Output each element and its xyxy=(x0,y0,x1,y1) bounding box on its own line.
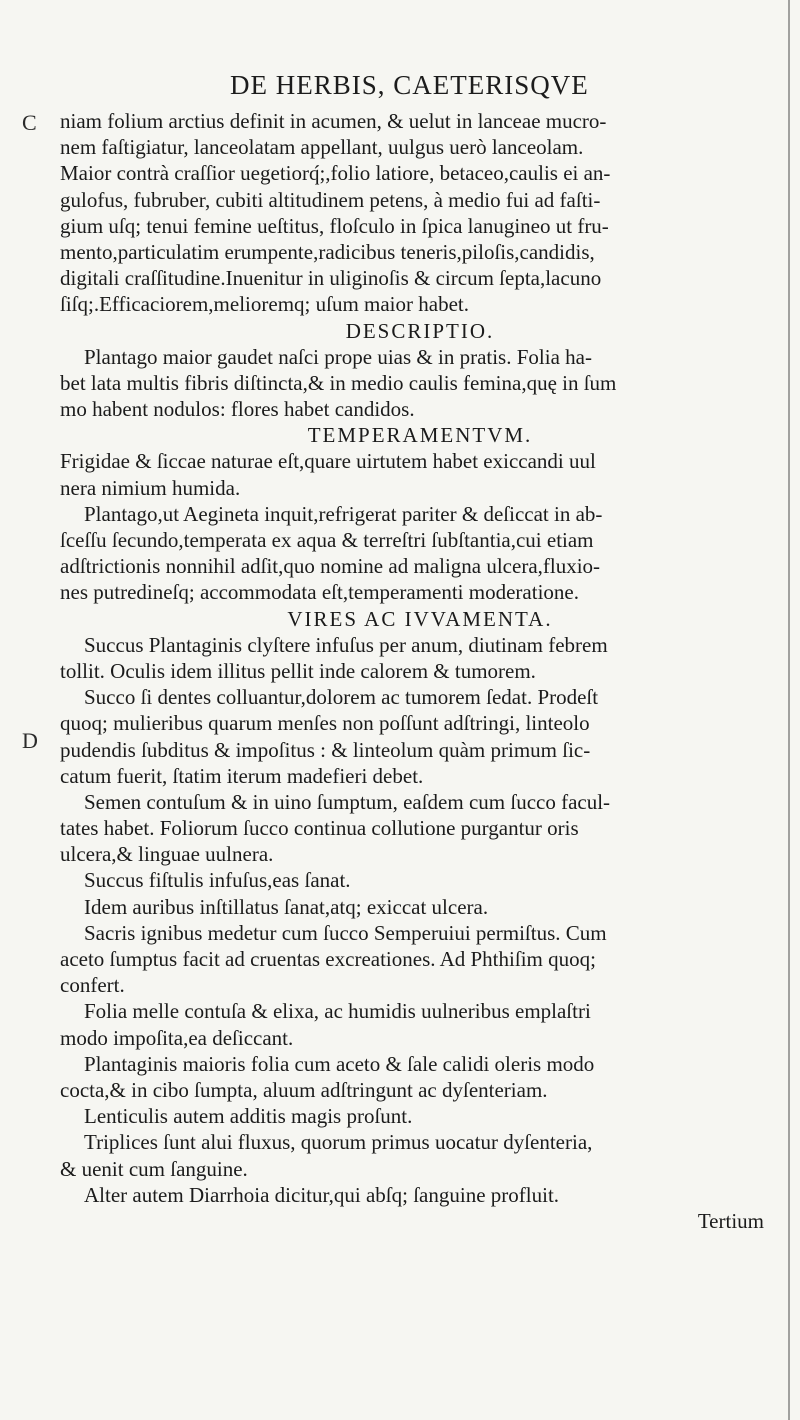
catchword: Tertium xyxy=(697,1208,764,1233)
text-line: aceto ſumptus facit ad cruentas excreationes. Ad Phthiſim quoq; xyxy=(60,947,596,971)
text-line: mo habent nodulos: flores habet candidos. xyxy=(60,397,415,422)
text-line: Maior contrà craſſior uegetiorq́;,folio latiore, betaceo,caulis ei an- xyxy=(60,161,611,186)
text-line: Sacris ignibus medetur cum ſucco Semperuiui permiſtus. Cum xyxy=(84,920,607,945)
text-line: Frigidae & ſiccae naturae eſt,quare uirtutem habet exiccandi uul xyxy=(60,449,596,474)
margin-letter-d: D xyxy=(22,728,38,753)
text-line: modo impoſita,ea deſiccant. xyxy=(60,1025,294,1050)
text-line: mento,particulatim erumpente,radicibus teneris,piloſis,candidis, xyxy=(60,239,595,264)
text-line: Plantago,ut Aegineta inquit,refrigerat pariter & deſiccat in ab- xyxy=(84,501,603,526)
page-edge-rule xyxy=(788,0,790,1420)
text-line: Folia melle contuſa & elixa, ac humidis uulneribus emplaſtri xyxy=(84,999,591,1024)
text-line: Alter autem Diarrhoia dicitur,qui abſq; ſanguine profluit. xyxy=(84,1182,560,1207)
text-line: Triplices ſunt alui fluxus, quorum primus uocatur dyſenteria, xyxy=(84,1130,593,1155)
text-line: tates habet. Foliorum ſucco continua collutione purgantur oris xyxy=(60,816,579,841)
text-line: quoq; mulieribus quarum menſes non poſſunt adſtringi, linteolo xyxy=(60,711,590,736)
text-line: confert. xyxy=(60,973,125,998)
text-line: digitali craſſitudine.Inuenitur in uliginoſis & circum ſepta,lacuno xyxy=(60,266,602,291)
text-line: nes putredineſq; accommodata eſt,temperamenti moderatione. xyxy=(60,580,579,605)
text-line: Idem auribus inſtillatus ſanat,atq; exiccat ulcera. xyxy=(84,894,489,919)
text-line: cocta,& in cibo ſumpta, aluum adſtringunt ac dyſenteriam. xyxy=(60,1077,548,1102)
section-heading-temperamentum: TEMPERAMENTVM. xyxy=(307,423,533,448)
text-line: adſtrictionis nonnihil adſit,quo nomine ad maligna ulcera,fluxio- xyxy=(60,554,601,579)
text-line: pudendis ſubditus & impoſitus : & linteolum quàm primum ſic- xyxy=(60,737,591,762)
text-line: Plantaginis maioris folia cum aceto & ſale calidi oleris modo xyxy=(84,1051,595,1076)
text-line: tollit. Oculis idem illitus pellit inde calorem & tumorem. xyxy=(60,658,536,683)
text-line: Succus Plantaginis clyſtere infuſus per anum, diutinam febrem xyxy=(84,632,608,657)
text-line: Succus fiſtulis infuſus,eas ſanat. xyxy=(84,868,351,893)
text-line: nera nimium humida. xyxy=(60,475,241,500)
text-line: ſiſq;.Efficaciorem,melioremq; uſum maior habet. xyxy=(60,292,469,317)
text-line: gium uſq; tenui femine ueſtitus, floſculo in ſpica lanugineo ut fru- xyxy=(60,213,609,238)
text-line: bet lata multis fibris diſtincta,& in medio caulis femina,quę in ſum xyxy=(60,370,617,395)
text-line: Succo ſi dentes colluantur,dolorem ac tumorem ſedat. Prodeſt xyxy=(84,685,599,710)
text-line: Plantago maior gaudet naſci prope uias & in pratis. Folia ha- xyxy=(84,344,592,369)
section-heading-descriptio: DESCRIPTIO. xyxy=(345,318,495,343)
body-text xyxy=(60,108,780,1234)
text-line: Semen contuſum & in uino ſumptum, eaſdem cum ſucco facul- xyxy=(84,789,611,814)
text-line: & uenit cum ſanguine. xyxy=(60,1156,248,1181)
text-line: ulcera,& linguae uulnera. xyxy=(60,842,274,867)
text-line: Lenticulis autem additis magis proſunt. xyxy=(84,1104,413,1129)
text-line: niam folium arctius definit in acumen, & uelut in lanceae mucro- xyxy=(60,109,607,133)
text-line: ſceſſu ſecundo,temperata ex aqua & terreſtri ſubſtantia,cui etiam xyxy=(60,528,594,552)
running-head: DE HERBIS, CAETERISQVE xyxy=(230,70,589,100)
text-line: nem faſtigiatur, lanceolatam appellant, uulgus uerò lanceolam. xyxy=(60,135,584,160)
text-line: catum fuerit, ſtatim iterum madefieri debet. xyxy=(60,763,424,788)
margin-letter-c: C xyxy=(22,110,37,135)
section-heading-vires: VIRES AC IVVAMENTA. xyxy=(287,606,553,631)
text-line: gulofus, fubruber, cubiti altitudinem petens, à medio fui ad faſti- xyxy=(60,187,601,212)
